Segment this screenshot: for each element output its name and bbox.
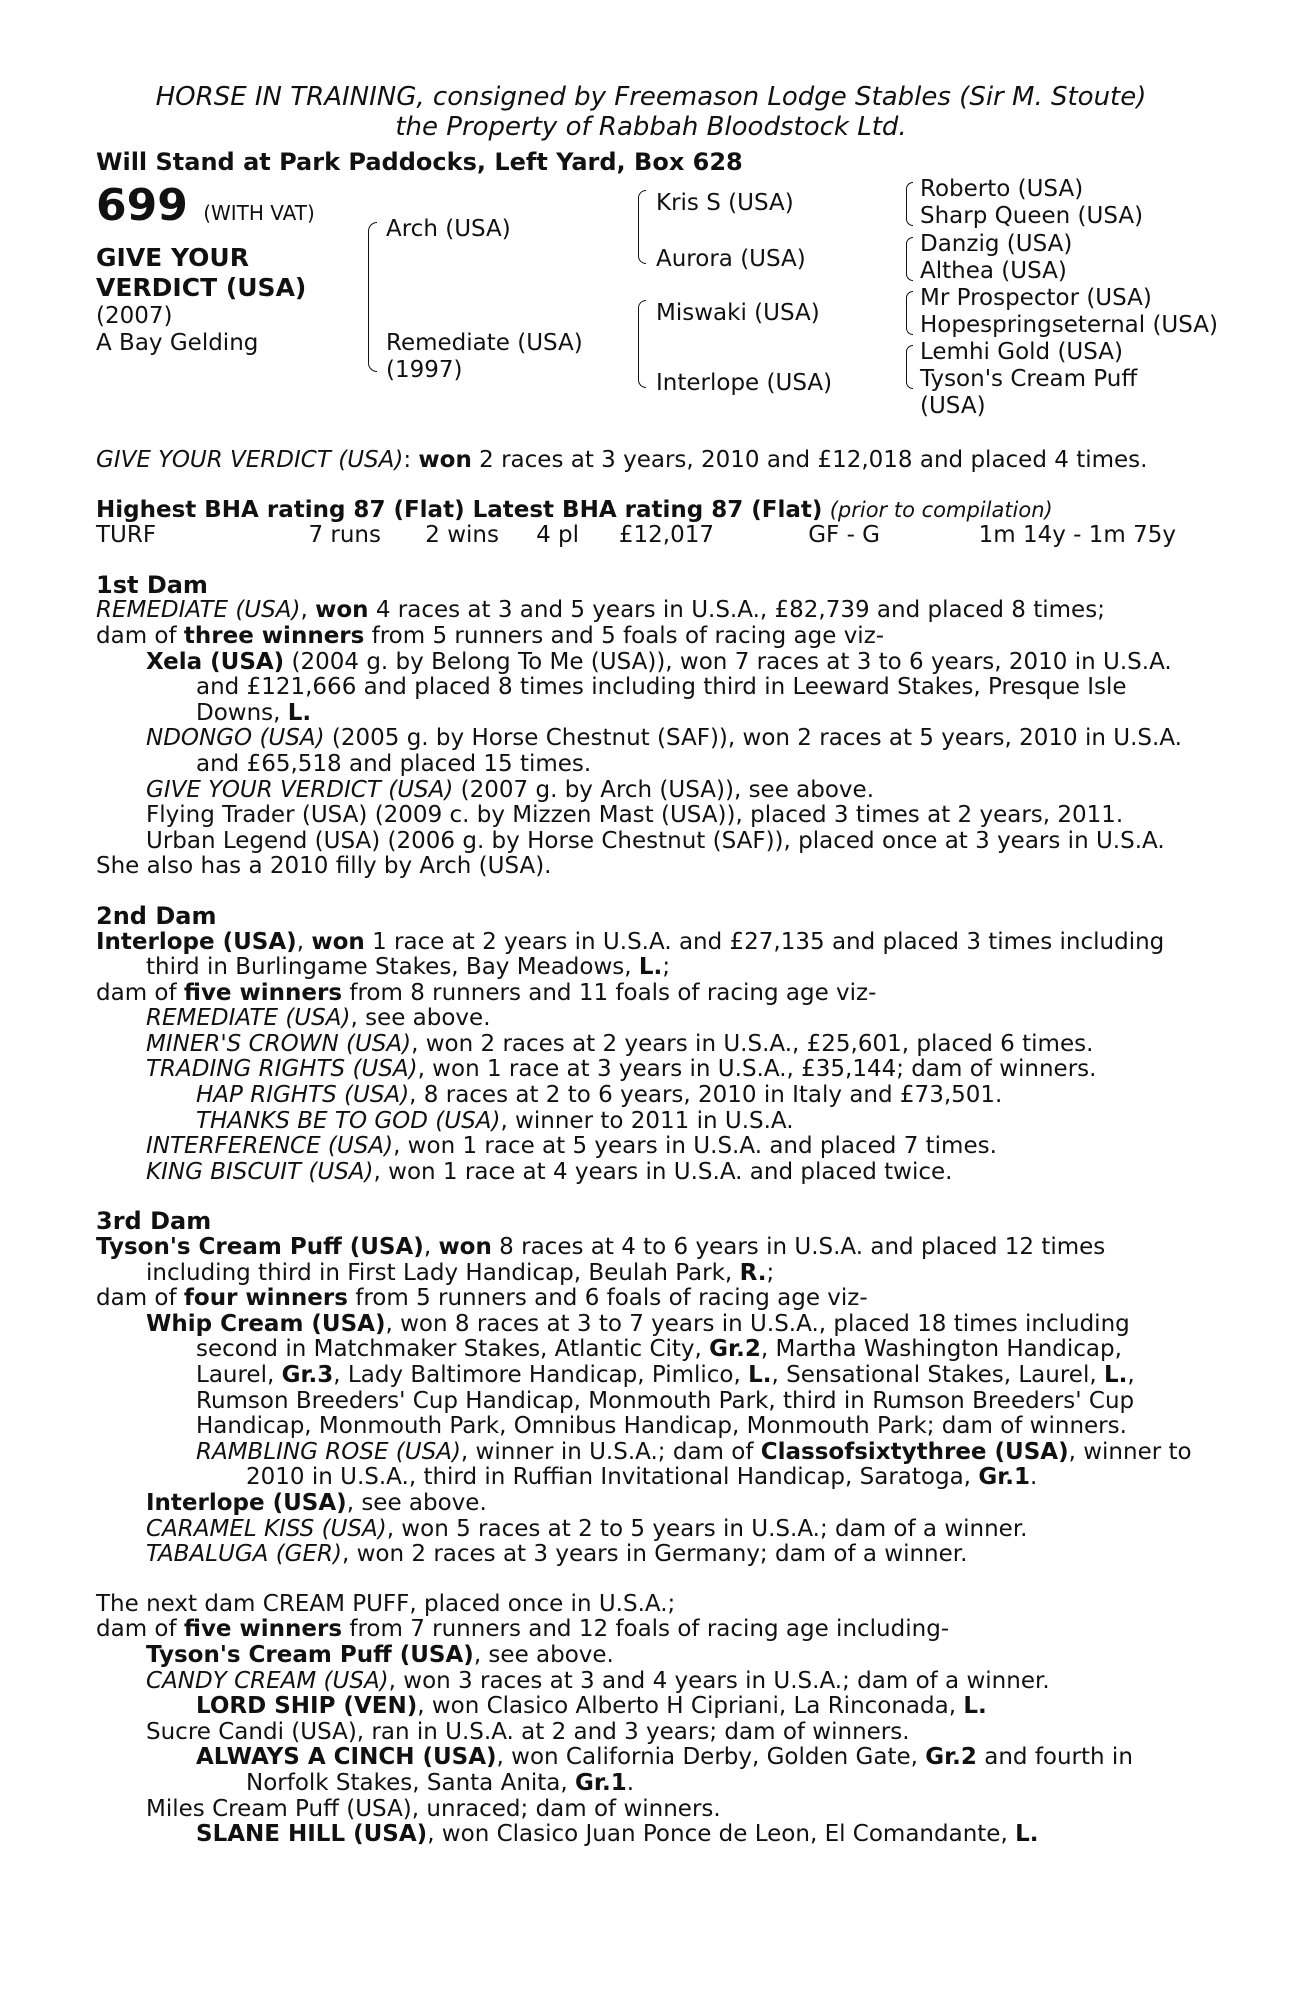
turf-runs: 7 runs <box>308 522 381 549</box>
produce-always-a-cinch: ALWAYS A CINCH (USA), won California Derby, Golden Gate, Gr.2 and fourth in Norfolk Stakes, Santa Anita, Gr.1. <box>196 1744 1133 1796</box>
horse-name <box>96 243 356 303</box>
produce-xela: Xela (USA) (2004 g. by Belong To Me (USA)), won 7 races at 3 to 6 years, 2010 in U.S.A. and £121,666 and placed 8 times including third in Leeward Stakes, Presque Isle Downs, L. <box>146 648 1172 726</box>
pedigree-dds: Lemhi Gold (USA) <box>920 339 1123 365</box>
pedigree-dsd: Hopespringseternal (USA) <box>920 312 1218 338</box>
pedigree-dd: Interlope (USA) <box>656 370 833 396</box>
turf-record <box>96 523 1206 549</box>
produce-trading-rights: TRADING RIGHTS (USA), won 1 race at 3 years in U.S.A., £35,144; dam of winners. <box>146 1056 1097 1083</box>
next-dam-produce: dam of five winners from 7 runners and 12 foals of racing age including- <box>96 1616 950 1643</box>
brace-sd <box>906 237 913 281</box>
produce-give-your-verdict: GIVE YOUR VERDICT (USA) (2007 g. by Arch (USA)), see above. <box>146 776 875 803</box>
produce-urban-legend: Urban Legend (USA) (2006 g. by Horse Chestnut (SAF)), placed once at 3 years in U.S.A. <box>146 827 1165 854</box>
lot-number-value: 699 <box>96 180 188 231</box>
first-dam-produce: dam of three winners from 5 runners and 5 foals of racing age viz- <box>96 622 885 649</box>
turf-placed: 4 pl <box>536 522 579 549</box>
pedigree-sds: Danzig (USA) <box>920 231 1073 257</box>
pedigree-ddd-country: (USA) <box>920 393 986 419</box>
produce-miles-cream-puff: Miles Cream Puff (USA), unraced; dam of winners. <box>146 1795 721 1822</box>
produce-whip-cream: Whip Cream (USA), won 8 races at 3 to 7 years in U.S.A., placed 18 times including second in Matchmaker Stakes, Atlantic City, Gr.2, Martha Washington Handicap, Laurel, Gr.3, Lady Baltimore Handicap, Pimlico, L., Sensational Stakes, Laurel, L., Rumson Breeders' Cup Handicap, Monmouth Park, third in Rumson Breeders' Cup Handicap, Monmouth Park, Omnibus Handicap, Monmouth Park; dam of winners. <box>146 1310 1135 1440</box>
produce-lord-ship: LORD SHIP (VEN), won Clasico Alberto H Cipriani, La Rinconada, L. <box>196 1693 987 1720</box>
produce-hap-rights: HAP RIGHTS (USA), 8 races at 2 to 6 years, 2010 in Italy and £73,501. <box>196 1082 1003 1109</box>
brace-sire-parents <box>638 190 646 264</box>
produce-thanks-be-to-god: THANKS BE TO GOD (USA), winner to 2011 in U.S.A. <box>196 1107 794 1134</box>
produce-interference: INTERFERENCE (USA), won 1 race at 5 years in U.S.A. and placed 7 times. <box>146 1133 997 1160</box>
produce-sucre-candi: Sucre Candi (USA), ran in U.S.A. at 2 and 3 years; dam of winners. <box>146 1718 910 1745</box>
turf-wins: 2 wins <box>425 522 499 549</box>
third-dam-produce: dam of four winners from 5 runners and 6 foals of racing age viz- <box>96 1285 868 1312</box>
horse-description: A Bay Gelding <box>96 330 259 356</box>
race-summary: GIVE YOUR VERDICT (USA): won 2 races at 3 years, 2010 and £12,018 and placed 4 times. <box>96 447 1148 473</box>
pedigree-sss: Roberto (USA) <box>920 176 1084 202</box>
stand-line: Will Stand at Park Paddocks, Left Yard, Box 628 <box>96 148 743 176</box>
produce-king-biscuit: KING BISCUIT (USA), won 1 race at 4 years in U.S.A. and placed twice. <box>146 1158 953 1185</box>
turf-label: TURF <box>96 522 157 549</box>
bha-rating: Highest BHA rating 87 (Flat) Latest BHA rating 87 (Flat) (prior to compilation) <box>96 496 1053 523</box>
consignor-line: HORSE IN TRAINING, consigned by Freemason Lodge Stables (Sir M. Stoute) <box>155 82 1147 112</box>
turf-prize: £12,017 <box>618 522 714 549</box>
produce-caramel-kiss: CARAMEL KISS (USA), won 5 races at 2 to 5 years in U.S.A.; dam of a winner. <box>146 1515 1028 1542</box>
produce-remediate: REMEDIATE (USA), see above. <box>146 1005 491 1032</box>
catalogue-body <box>96 448 1206 1848</box>
produce-flying-trader: Flying Trader (USA) (2009 c. by Mizzen Mast (USA)), placed 3 times at 2 years, 2011. <box>146 802 1124 829</box>
pedigree-ddd: Tyson's Cream Puff <box>920 366 1138 392</box>
third-dam-heading: 3rd Dam <box>96 1207 212 1236</box>
second-dam-produce: dam of five winners from 8 runners and 11 foals of racing age viz- <box>96 979 877 1006</box>
brace-sire-dam <box>368 222 377 372</box>
lot-info <box>96 180 356 357</box>
next-dam-record: The next dam CREAM PUFF, placed once in U.S.A.; <box>96 1590 676 1617</box>
second-dam-record: Interlope (USA), won 1 race at 2 years in U.S.A. and £27,135 and placed 3 times including third in Burlingame Stakes, Bay Meadows, L.; <box>96 928 1165 981</box>
property-line: the Property of Rabbah Bloodstock Ltd. <box>395 112 907 142</box>
produce-candy-cream: CANDY CREAM (USA), won 3 races at 3 and 4 years in U.S.A.; dam of a winner. <box>146 1667 1050 1694</box>
brace-ss <box>906 182 913 226</box>
produce-tabaluga: TABALUGA (GER), won 2 races at 3 years in Germany; dam of a winner. <box>146 1541 968 1568</box>
turf-distance: 1m 14y - 1m 75y <box>978 522 1176 549</box>
catalogue-header <box>96 82 1206 176</box>
pedigree-dss: Mr Prospector (USA) <box>920 285 1152 311</box>
turf-going: GF - G <box>808 522 880 549</box>
horse-name-line2: VERDICT (USA) <box>96 273 307 302</box>
pedigree-ss: Kris S (USA) <box>656 190 794 216</box>
produce-filly: She also has a 2010 filly by Arch (USA). <box>96 853 552 880</box>
pedigree-sdd: Althea (USA) <box>920 258 1067 284</box>
foaling-year: (2007) <box>96 303 173 329</box>
first-dam-record: REMEDIATE (USA), won 4 races at 3 and 5 years in U.S.A., £82,739 and placed 8 times; <box>96 597 1105 624</box>
brace-dd <box>906 345 913 389</box>
produce-interlope: Interlope (USA), see above. <box>146 1489 487 1516</box>
produce-miners-crown: MINER'S CROWN (USA), won 2 races at 2 years in U.S.A., £25,601, placed 6 times. <box>146 1030 1094 1057</box>
lot-number <box>96 180 356 239</box>
first-dam-heading: 1st Dam <box>96 570 208 599</box>
second-dam-heading: 2nd Dam <box>96 901 217 930</box>
produce-slane-hill: SLANE HILL (USA), won Clasico Juan Ponce de Leon, El Comandante, L. <box>196 1821 1039 1848</box>
pedigree-ds: Miswaki (USA) <box>656 300 820 326</box>
brace-dam-parents <box>638 300 646 388</box>
pedigree-sire: Arch (USA) <box>386 216 511 242</box>
produce-rambling-rose: RAMBLING ROSE (USA), winner in U.S.A.; dam of Classofsixtythree (USA), winner to 2010 in U.S.A., third in Ruffian Invitational Handicap, Saratoga, Gr.1. <box>196 1438 1192 1491</box>
pedigree-sd: Aurora (USA) <box>656 246 806 272</box>
horse-name-line1: GIVE YOUR <box>96 243 249 272</box>
vat-label: (WITH VAT) <box>203 201 315 225</box>
pedigree-dam: Remediate (USA) <box>386 330 583 356</box>
third-dam-record: Tyson's Cream Puff (USA), won 8 races at 4 to 6 years in U.S.A. and placed 12 times including third in First Lady Handicap, Beulah Park, R.; <box>96 1234 1106 1286</box>
produce-tysons-cream-puff: Tyson's Cream Puff (USA), see above. <box>146 1641 614 1668</box>
pedigree-dam-year: (1997) <box>386 357 463 383</box>
brace-ds <box>906 291 913 335</box>
produce-ndongo: NDONGO (USA) (2005 g. by Horse Chestnut (SAF)), won 2 races at 5 years, 2010 in U.S.A. and £65,518 and placed 15 times. <box>146 725 1182 777</box>
pedigree-ssd: Sharp Queen (USA) <box>920 203 1144 229</box>
